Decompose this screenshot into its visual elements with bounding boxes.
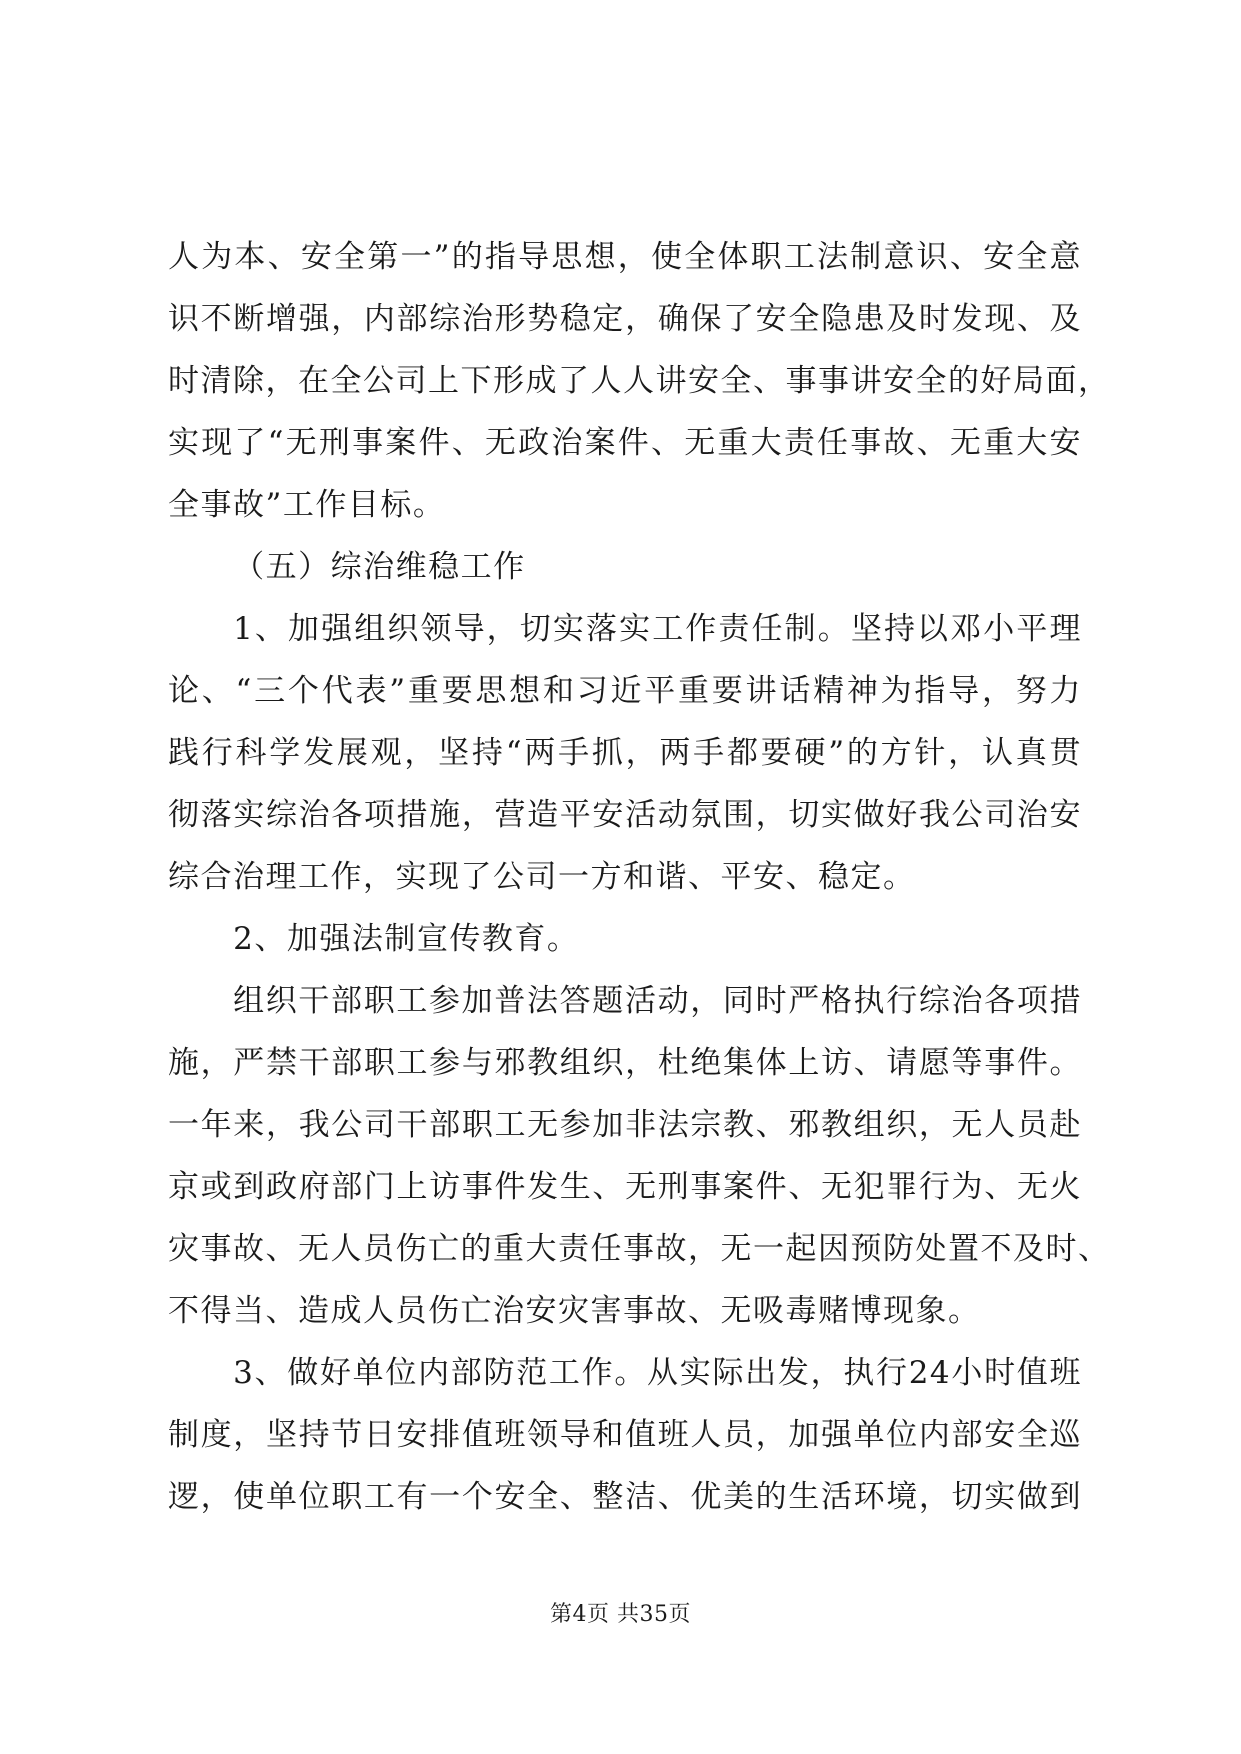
text-line: （五）综治维稳工作 xyxy=(233,549,526,585)
text-line: 一年来，我公司干部职工无参加非法宗教、邪教组织，无人员赴 xyxy=(168,1107,1082,1143)
text-line: 3、做好单位内部防范工作。从实际出发，执行24小时值班 xyxy=(233,1355,1082,1391)
text-line: 践行科学发展观，坚持“两手抓，两手都要硬”的方针，认真贯 xyxy=(168,735,1082,771)
text-line: 组织干部职工参加普法答题活动，同时严格执行综治各项措 xyxy=(233,983,1082,1019)
text-line: 制度，坚持节日安排值班领导和值班人员，加强单位内部安全巡 xyxy=(168,1417,1082,1453)
text-line: 人为本、安全第一”的指导思想，使全体职工法制意识、安全意 xyxy=(168,239,1082,275)
text-line: 实现了“无刑事案件、无政治案件、无重大责任事故、无重大安 xyxy=(168,425,1082,461)
page-footer: 第4页 共35页 xyxy=(550,1602,691,1627)
text-line: 施，严禁干部职工参与邪教组织，杜绝集体上访、请愿等事件。 xyxy=(168,1045,1082,1081)
text-line: 识不断增强，内部综治形势稳定，确保了安全隐患及时发现、及 xyxy=(168,301,1082,337)
text-line: 彻落实综治各项措施，营造平安活动氛围，切实做好我公司治安 xyxy=(168,797,1082,833)
text-line: 灾事故、无人员伤亡的重大责任事故，无一起因预防处置不及时、 xyxy=(168,1231,1111,1267)
text-line: 论、“三个代表”重要思想和习近平重要讲话精神为指导，努力 xyxy=(168,673,1082,709)
document-body xyxy=(168,226,1111,1528)
text-line: 1、加强组织领导，切实落实工作责任制。坚持以邓小平理 xyxy=(233,611,1082,647)
text-line: 京或到政府部门上访事件发生、无刑事案件、无犯罪行为、无火 xyxy=(168,1169,1082,1205)
text-line: 不得当、造成人员伤亡治安灾害事故、无吸毒赌博现象。 xyxy=(168,1293,981,1329)
text-line: 逻，使单位职工有一个安全、整洁、优美的生活环境，切实做到 xyxy=(168,1479,1082,1515)
text-line: 时清除，在全公司上下形成了人人讲安全、事事讲安全的好局面， xyxy=(168,363,1111,399)
text-line: 综合治理工作，实现了公司一方和谐、平安、稳定。 xyxy=(168,859,916,895)
text-line: 2、加强法制宣传教育。 xyxy=(233,921,580,957)
text-line: 全事故”工作目标。 xyxy=(168,487,446,523)
